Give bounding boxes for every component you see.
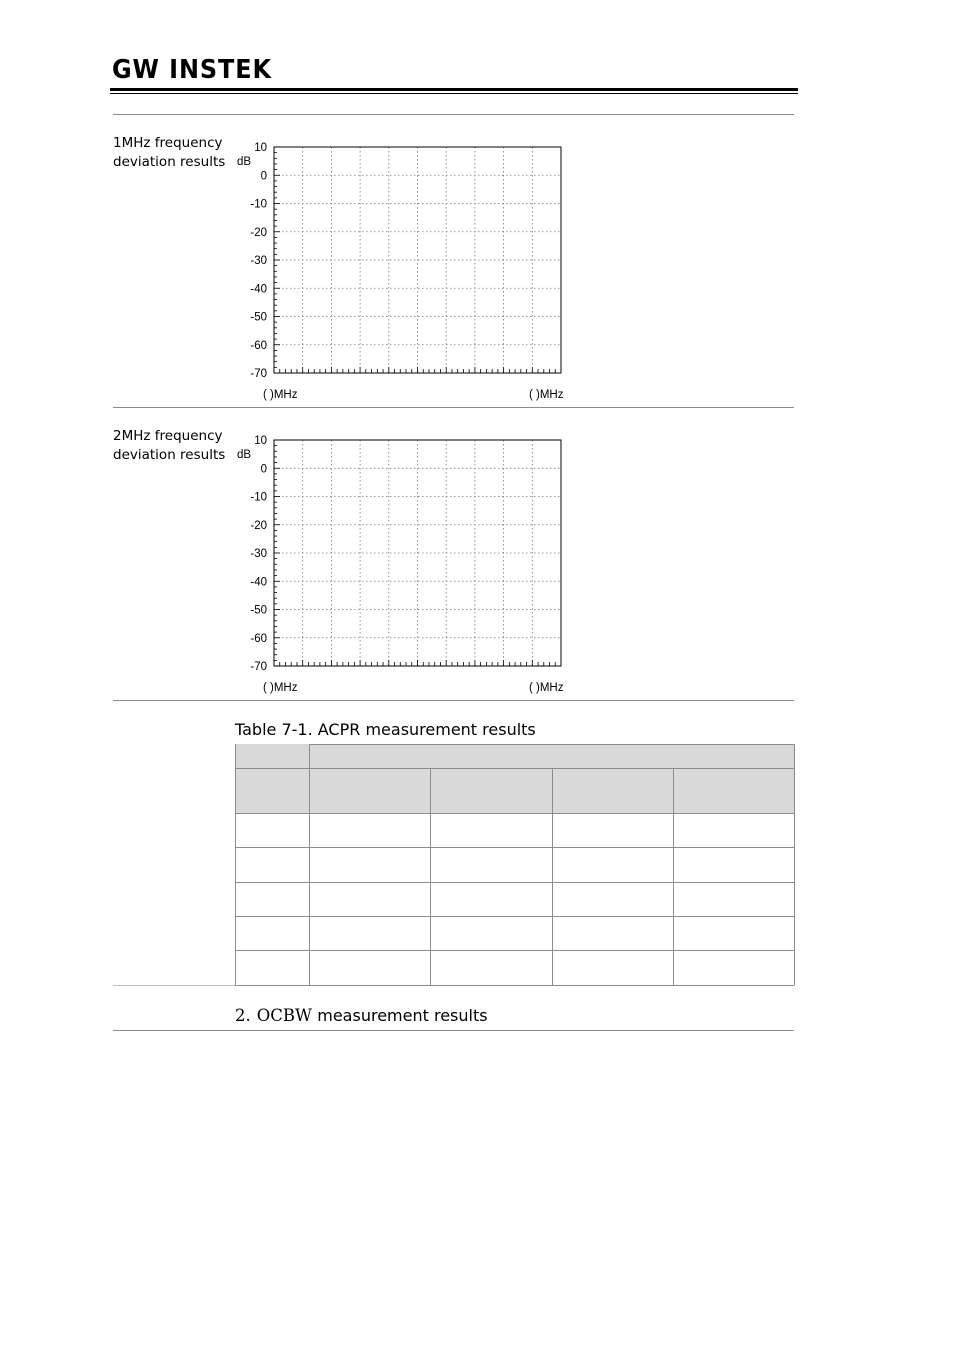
gw-instek-logo <box>112 55 277 81</box>
y-unit-label: dB <box>237 449 252 461</box>
section-divider <box>113 700 794 701</box>
section-divider <box>113 114 794 115</box>
section-rest: measurement results <box>317 1006 488 1025</box>
chart-1-svg <box>230 140 590 402</box>
acpr-table <box>235 744 795 986</box>
y-tick-label: 10 <box>254 142 267 154</box>
y-tick-label: -60 <box>250 339 267 352</box>
chart-label-line: deviation results <box>113 154 226 170</box>
y-tick-label: -10 <box>250 198 267 211</box>
chart-label-line: deviation results <box>113 447 226 463</box>
logo-text: GW INSTEK <box>112 55 272 81</box>
table-header-fill <box>235 744 794 813</box>
y-unit-label: dB <box>237 156 252 168</box>
section-word: OCBW <box>256 1006 312 1025</box>
header-rule-thin <box>110 93 798 94</box>
table-title: Table 7-1. ACPR measurement results <box>235 720 536 739</box>
section-heading <box>235 1006 488 1025</box>
y-tick-label: 10 <box>254 435 267 447</box>
chart-2 <box>230 433 590 695</box>
chart-2-label <box>113 427 238 465</box>
y-tick-label: -40 <box>250 576 267 589</box>
x-tick-label-left: ( )MHz <box>263 389 298 401</box>
chart-label-line: 1MHz frequency <box>113 135 223 151</box>
y-tick-label: 0 <box>260 170 267 183</box>
y-tick-label: -60 <box>250 632 267 645</box>
y-tick-label: -30 <box>250 548 267 560</box>
header-rule-thick <box>110 88 798 91</box>
y-tick-label: -30 <box>250 255 267 267</box>
section-number: 2. <box>235 1006 251 1025</box>
y-tick-label: -50 <box>250 311 267 324</box>
y-tick-label: -70 <box>250 661 267 673</box>
chart-1-label <box>113 134 238 172</box>
chart-2-svg <box>230 433 590 695</box>
y-tick-label: -50 <box>250 604 267 617</box>
section-divider <box>113 985 235 986</box>
section-divider <box>113 1030 794 1031</box>
y-tick-label: -10 <box>250 491 267 504</box>
chart-label-line: 2MHz frequency <box>113 428 223 444</box>
x-tick-label-left: ( )MHz <box>263 682 298 694</box>
y-tick-label: -40 <box>250 283 267 296</box>
x-tick-label-right: ( )MHz <box>529 389 564 401</box>
x-tick-label-right: ( )MHz <box>529 682 564 694</box>
y-tick-label: 0 <box>260 463 267 476</box>
chart-1 <box>230 140 590 402</box>
y-tick-label: -20 <box>250 519 267 532</box>
y-tick-label: -20 <box>250 226 267 239</box>
section-divider <box>113 407 794 408</box>
y-tick-label: -70 <box>250 368 267 380</box>
acpr-table-grid <box>235 744 795 986</box>
